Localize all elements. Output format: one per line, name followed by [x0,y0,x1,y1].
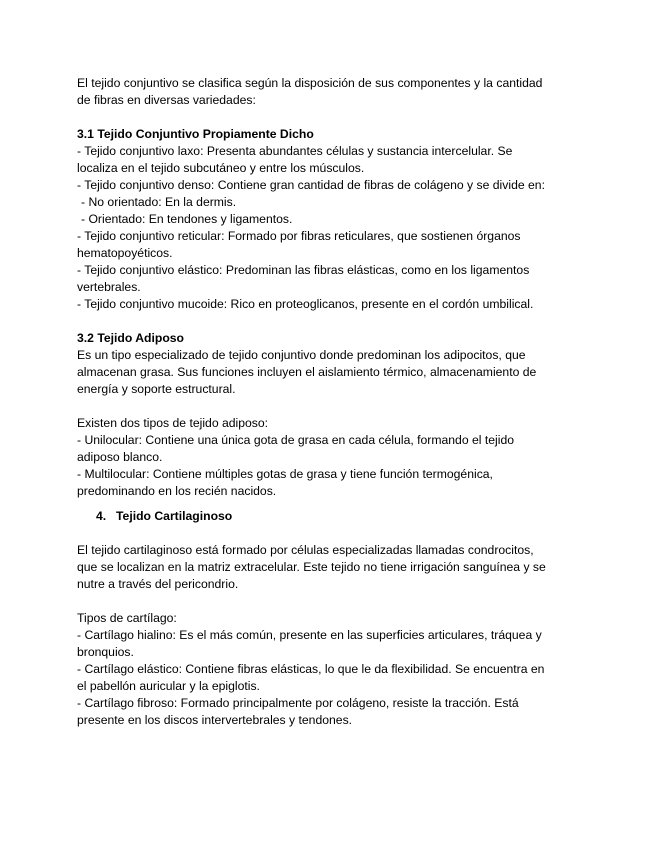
section-3-2-line: energía y soporte estructural. [77,382,236,396]
section-3-2-types-line: - Unilocular: Contiene una única gota de grasa en cada célula, formando el tejido [77,433,514,447]
section-4-types-line: el pabellón auricular y la epiglotis. [77,679,260,693]
section-3-2-types-line: adiposo blanco. [77,450,163,464]
section-4-number: 4. [96,509,107,523]
section-4-types-line: - Cartílago fibroso: Formado principalmente por colágeno, resiste la tracción. Está [77,696,519,710]
section-4-types-line: presente en los discos intervertebrales y tendones. [77,713,353,727]
section-4-line: El tejido cartilaginoso está formado por células especializadas llamadas condrocitos, [77,543,534,557]
intro-line: de fibras en diversas variedades: [77,93,256,107]
section-4-line: que se localizan en la matriz extracelular. Este tejido no tiene irrigación sanguínea y se [77,560,546,574]
section-4-title: Tejido Cartilaginoso [116,509,233,523]
section-3-1-subline: - Orientado: En tendones y ligamentos. [81,212,293,226]
section-3-1-line: - Tejido conjuntivo denso: Contiene gran cantidad de fibras de colágeno y se divide en: [77,178,545,192]
intro-paragraph [77,75,615,109]
intro-line: El tejido conjuntivo se clasifica según la disposición de sus componentes y la cantidad [77,76,543,90]
section-4-types-line: Tipos de cartílago: [77,611,177,625]
section-3-1-line: - Tejido conjuntivo reticular: Formado por fibras reticulares, que sostienen órganos [77,229,521,243]
section-3-2-types-line: predominando en los recién nacidos. [77,484,277,498]
section-3-2-types-line: Existen dos tipos de tejido adiposo: [77,416,269,430]
section-3-1-line: vertebrales. [77,280,141,294]
section-4-types-line: bronquios. [77,645,134,659]
section-4-types-line: - Cartílago hialino: Es el más común, presente en las superficies articulares, tráquea y [77,628,542,642]
section-3-1-line: - Tejido conjuntivo elástico: Predominan las fibras elásticas, como en los ligamentos [77,263,530,277]
section-3-1 [77,126,615,313]
section-4-types-line: - Cartílago elástico: Contiene fibras elásticas, lo que le da flexibilidad. Se encuentra en [77,662,545,676]
section-3-2-heading: 3.2 Tejido Adiposo [77,331,184,345]
section-3-1-line: localiza en el tejido subcutáneo y entre los músculos. [77,161,365,175]
section-3-2-types-line: - Multilocular: Contiene múltiples gotas de grasa y tiene función termogénica, [77,467,493,481]
section-3-1-line: hematopoyéticos. [77,246,173,260]
section-3-2-line: almacenan grasa. Sus funciones incluyen el aislamiento térmico, almacenamiento de [77,365,537,379]
section-4-heading [77,508,615,525]
section-3-1-heading: 3.1 Tejido Conjuntivo Propiamente Dicho [77,127,314,141]
section-4-line: nutre a través del pericondrio. [77,577,239,591]
section-3-2-line: Es un tipo especializado de tejido conjuntivo donde predominan los adipocitos, que [77,348,526,362]
section-3-2 [77,330,615,500]
section-3-1-line: - Tejido conjuntivo mucoide: Rico en proteoglicanos, presente en el cordón umbilical. [77,297,534,311]
section-3-1-subline: - No orientado: En la dermis. [81,195,237,209]
section-3-1-line: - Tejido conjuntivo laxo: Presenta abundantes células y sustancia intercelular. Se [77,144,513,158]
section-4 [77,508,615,729]
